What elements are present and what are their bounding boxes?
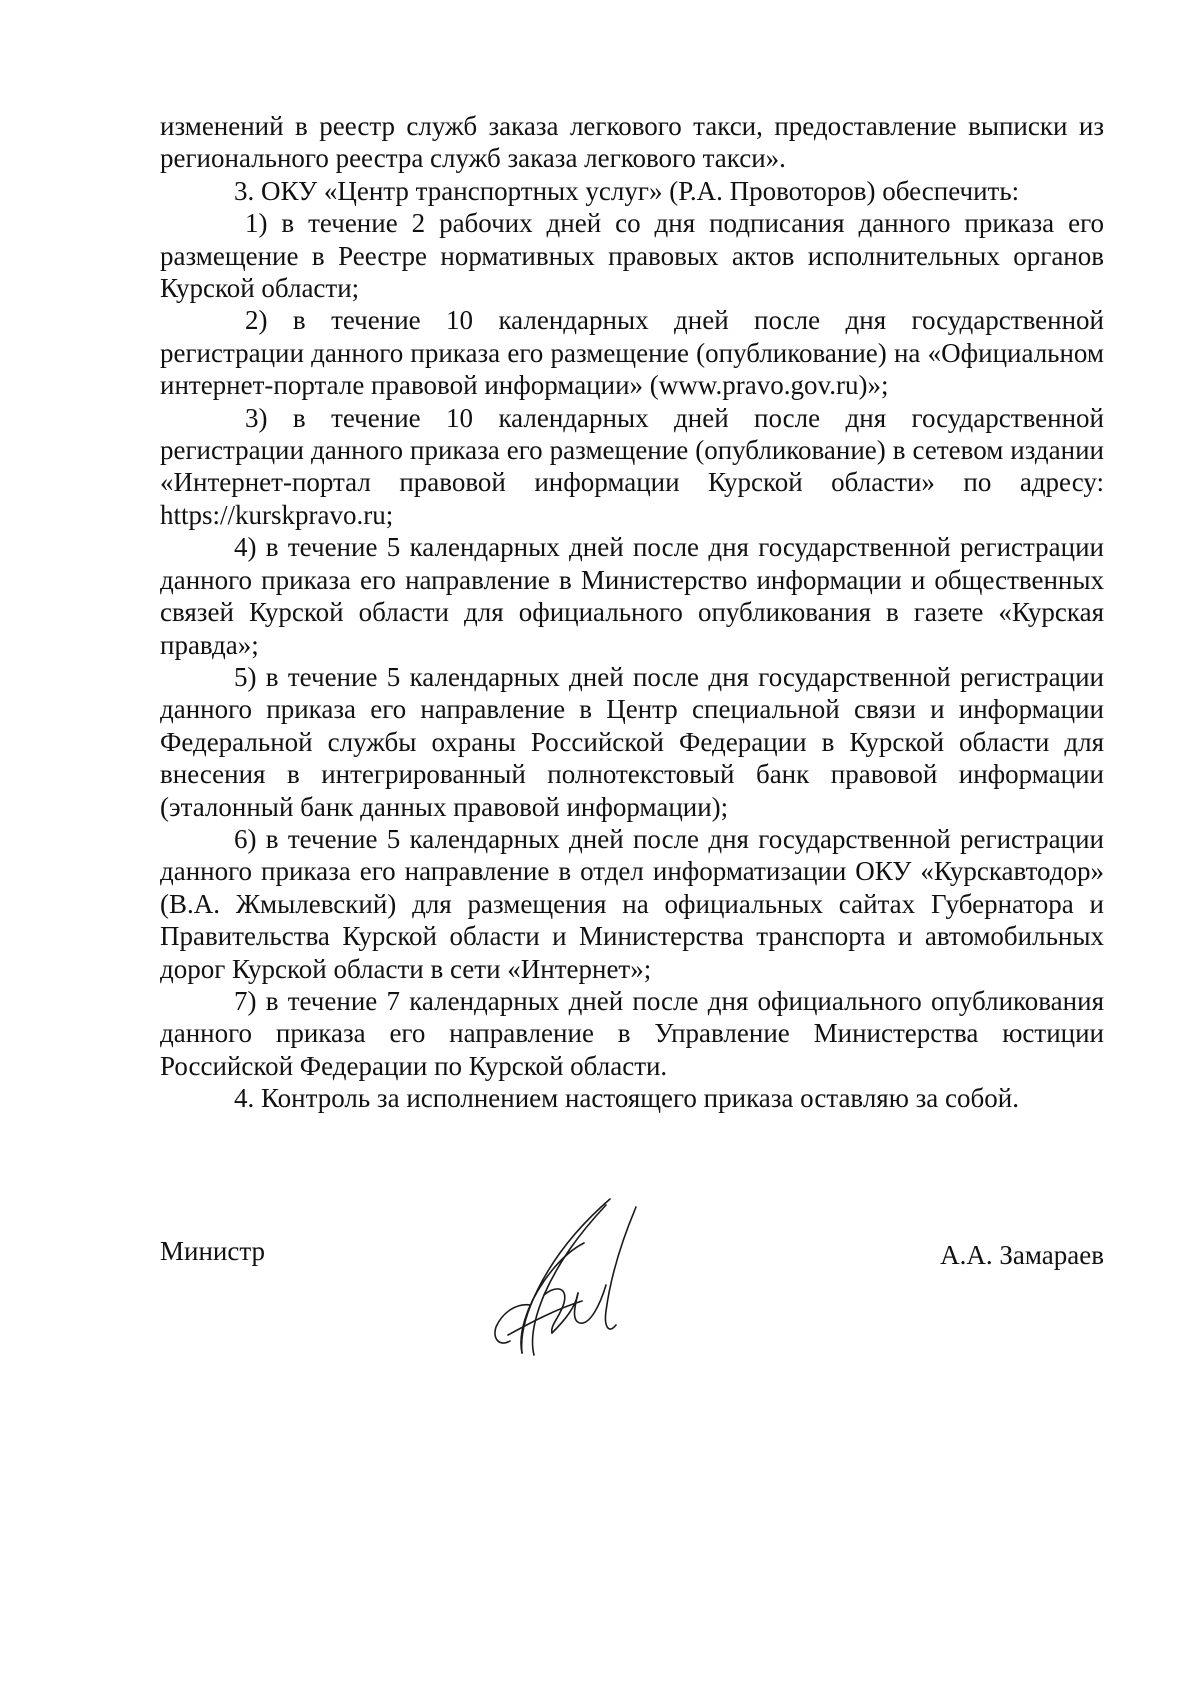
signer-name: А.А. Замараев xyxy=(940,1240,1104,1270)
paragraph-subitem-5: 5) в течение 5 календарных дней после дня государственной регистрации данного приказа его направление в Центр специальной связи и информации Федеральной службы охраны Российской Федерации в Курской области для внесения в интегрированный полнотекстовый банк правовой информации (эталонный банк данных правовой информации); xyxy=(160,661,1104,822)
handwritten-signature-icon xyxy=(460,1185,660,1385)
paragraph-subitem-6: 6) в течение 5 календарных дней после дня государственной регистрации данного приказа его направление в отдел информатизации ОКУ «Курскавтодор» (В.А. Жмылевский) для размещения на официальных сайтах Губернатора и Правительства Курской области и Министерства транспорта и автомобильных дорог Курской области в сети «Интернет»; xyxy=(160,823,1104,984)
paragraph-subitem-7: 7) в течение 7 календарных дней после дня официального опубликования данного приказа его направление в Управление Министерства юстиции Российской Федерации по Курской области. xyxy=(160,985,1104,1081)
paragraph-subitem-2: 2) в течение 10 календарных дней после дня государственной регистрации данного приказа его размещение (опубликование) на «Официальном интернет-портале правовой информации» (www.pravo.gov.ru)»; xyxy=(160,305,1104,401)
paragraph-subitem-4: 4) в течение 5 календарных дней после дня государственной регистрации данного приказа его направление в Министерство информации и общественных связей Курской области для официального опубликования в газете «Курская правда»; xyxy=(160,532,1104,660)
signature-block xyxy=(160,1235,1104,1435)
paragraph-subitem-3: 3) в течение 10 календарных дней после дня государственной регистрации данного приказа его размещение (опубликование) в сетевом издании «Интернет-портал правовой информации Курской области» по адресу: https://kurskpravo.ru; xyxy=(160,402,1104,530)
document-body xyxy=(160,110,1104,1115)
paragraph-continuation: изменений в реестр служб заказа легкового такси, предоставление выписки из регионального реестра служб заказа легкового такси». xyxy=(160,111,1104,174)
paragraph-subitem-1: 1) в течение 2 рабочих дней со дня подписания данного приказа его размещение в Реестре нормативных правовых актов исполнительных органов Курской области; xyxy=(160,208,1104,304)
paragraph-item-4: 4. Контроль за исполнением настоящего приказа оставляю за собой. xyxy=(234,1083,1019,1114)
paragraph-item-3: 3. ОКУ «Центр транспортных услуг» (Р.А. Провоторов) обеспечить: xyxy=(234,175,1020,206)
signer-position: Министр xyxy=(160,1236,265,1266)
